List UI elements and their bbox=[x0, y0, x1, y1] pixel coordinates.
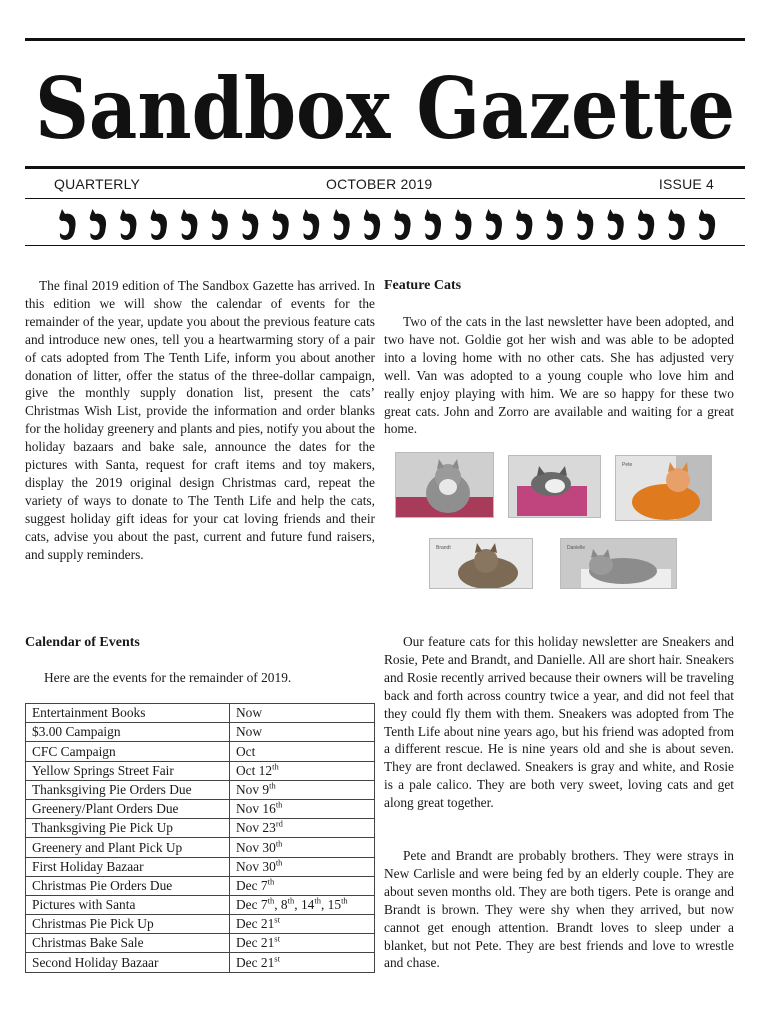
black-cat-silhouette-icon bbox=[486, 209, 502, 240]
calendar-event-name: First Holiday Bazaar bbox=[26, 857, 230, 876]
date-text: Dec 21 bbox=[236, 954, 275, 970]
issue-date: OCTOBER 2019 bbox=[326, 176, 433, 192]
calendar-row bbox=[26, 799, 375, 818]
black-cat-silhouette-icon bbox=[242, 209, 258, 240]
photo-label-brandt: Brandt bbox=[436, 545, 451, 551]
calendar-event-name: Christmas Bake Sale bbox=[26, 934, 230, 953]
calendar-row bbox=[26, 704, 375, 723]
photo-label-pete: Pete bbox=[622, 462, 633, 468]
date-ordinal: st bbox=[274, 953, 280, 964]
calendar-event-date bbox=[230, 819, 375, 838]
issue-frequency: QUARTERLY bbox=[54, 176, 141, 192]
calendar-table bbox=[25, 703, 375, 973]
date-text: Nov 9 bbox=[236, 781, 270, 797]
calendar-event-name: CFC Campaign bbox=[26, 742, 230, 761]
date-text: Now bbox=[236, 705, 263, 721]
date-text: Nov 23 bbox=[236, 820, 276, 836]
strip-rule bbox=[25, 245, 745, 246]
issue-info-row bbox=[54, 176, 714, 196]
black-cat-silhouette-icon bbox=[699, 209, 715, 240]
date-ordinal: th bbox=[275, 799, 283, 810]
date-text: Dec 7 bbox=[236, 897, 268, 913]
date-ordinal: th bbox=[341, 895, 348, 906]
calendar-event-date bbox=[230, 799, 375, 818]
date-ordinal: th bbox=[269, 780, 276, 791]
calendar-row bbox=[26, 780, 375, 799]
calendar-event-date bbox=[230, 723, 375, 742]
black-cat-silhouette-icon bbox=[425, 209, 441, 240]
calendar-row bbox=[26, 723, 375, 742]
masthead-title: Sandbox Gazette bbox=[35, 59, 735, 158]
intro-paragraph: The final 2019 edition of The Sandbox Gazette has arrived. In this edition we will show the calendar of events for the remainder of the year, update you about the previous feature cats and introduce new ones, tell you a heartwarming story of a pair of cats adopted from The Tenth Life, inform you about another donation of litter, offer the status of the three-dollar campaign, give the monthly supply donation list, present the cats’ Christmas Wish List, provide the information and order blanks for the holiday greenery and plants and pies, notify you about the holiday bazaars and bake sale, announce the dates for the pictures with Santa, request for craft items and toy makers, display the 2019 original design Christmas card, repeat the variety of ways to donate to The Tenth Life and help the cats, suggest holiday gift ideas for your cat loving friends and their cats, advise you about the past, current and future fund raisers, and supply reminders. bbox=[25, 278, 375, 562]
cat-photo-danielle bbox=[560, 538, 677, 589]
masthead-rule-bottom bbox=[25, 166, 745, 169]
calendar-event-name: Christmas Pie Orders Due bbox=[26, 876, 230, 895]
calendar-event-date bbox=[230, 704, 375, 723]
date-ordinal: th bbox=[272, 761, 279, 772]
feature-cats-heading: Feature Cats bbox=[384, 278, 462, 293]
date-text: Now bbox=[236, 724, 263, 740]
date-text: , 15 bbox=[320, 897, 342, 913]
calendar-row bbox=[26, 838, 375, 857]
calendar-row bbox=[26, 895, 375, 914]
date-ordinal: th bbox=[287, 895, 295, 906]
feature-cats-paragraph-1: Our feature cats for this holiday newsletter are Sneakers and Rosie, Pete and Brandt, and Danielle. All are short hair. Sneakers and Rosie recently arrived because their owners will be traveling back and forth across country twice a year, and did not feel that they could fly them with them. Sneakers was adopted from The Tenth Life about nine years ago, but his friend was adopted from a different rescue. He is nine years old and she is about seven. They are front declawed. Sneakers is gray and white, and Rosie is a pale calico. They are both very sweet, loving cats and get along great together. bbox=[384, 634, 734, 811]
calendar-event-name: Entertainment Books bbox=[26, 704, 230, 723]
calendar-row bbox=[26, 915, 375, 934]
calendar-row bbox=[26, 934, 375, 953]
issue-number: ISSUE 4 bbox=[658, 176, 714, 192]
date-text: Dec 21 bbox=[236, 916, 275, 932]
calendar-heading: Calendar of Events bbox=[25, 635, 140, 650]
feature-cats-paragraph-2: Pete and Brandt are probably brothers. They were strays in New Carlisle and were being fed by an elderly couple. They are about seven months old. They are both tigers. Pete is orange and Brandt is brown. They were shy when they arrived, but now cannot get enough attention. Brandt loves to sleep under a blanket, but not Pete. They are best friends and love to wrestle and chase. bbox=[384, 848, 734, 971]
date-ordinal: th bbox=[314, 895, 321, 906]
date-ordinal: th bbox=[275, 857, 283, 868]
date-text: Dec 21 bbox=[236, 935, 275, 951]
black-cat-silhouette-icon bbox=[151, 209, 167, 240]
black-cat-silhouette-icon bbox=[668, 209, 684, 240]
black-cat-silhouette-icon bbox=[638, 209, 654, 240]
calendar-event-date bbox=[230, 895, 375, 914]
calendar-event-name: Greenery/Plant Orders Due bbox=[26, 799, 230, 818]
date-ordinal: th bbox=[267, 876, 275, 887]
calendar-event-date bbox=[230, 915, 375, 934]
photo-label-danielle: Danielle bbox=[567, 545, 586, 551]
calendar-event-name: Greenery and Plant Pick Up bbox=[26, 838, 230, 857]
feature-cats-update: Two of the cats in the last newsletter have been adopted, and two have not. Goldie got her wish and was able to be adopted into a loving home with no other cats. She has adjusted very well. Van was adopted to a young couple who love him and really enjoy playing with him. We are so happy for these two great cats. John and Zorro are available and waiting for a great home. bbox=[384, 314, 734, 437]
calendar-event-date bbox=[230, 780, 375, 799]
cat-photo-gray-tabby bbox=[395, 452, 494, 518]
date-text: Nov 30 bbox=[236, 839, 276, 855]
black-cat-silhouette-icon bbox=[577, 209, 593, 240]
black-cat-silhouette-icon bbox=[333, 209, 349, 240]
date-ordinal: rd bbox=[275, 818, 283, 829]
black-cat-silhouette-icon bbox=[90, 209, 106, 240]
cat-photos bbox=[395, 452, 725, 588]
cat-photo-calico bbox=[508, 455, 601, 518]
calendar-event-date bbox=[230, 857, 375, 876]
black-cat-silhouette-icon bbox=[455, 209, 471, 240]
calendar-event-date bbox=[230, 934, 375, 953]
date-ordinal: st bbox=[274, 914, 280, 925]
black-cat-silhouette-icon bbox=[212, 209, 228, 240]
calendar-row bbox=[26, 761, 375, 780]
date-text: Oct 12 bbox=[236, 762, 273, 778]
top-rule bbox=[25, 38, 745, 41]
calendar-event-name: $3.00 Campaign bbox=[26, 723, 230, 742]
black-cat-silhouette-icon bbox=[364, 209, 380, 240]
black-cat-silhouette-icon bbox=[120, 209, 136, 240]
black-cat-silhouette-icon bbox=[516, 209, 532, 240]
black-cat-silhouette-icon bbox=[608, 209, 624, 240]
calendar-event-name: Christmas Pie Pick Up bbox=[26, 915, 230, 934]
date-ordinal: st bbox=[274, 933, 280, 944]
calendar-intro: Here are the events for the remainder of 2019. bbox=[44, 670, 292, 685]
meta-rule bbox=[25, 198, 745, 199]
black-cat-silhouette-icon bbox=[181, 209, 197, 240]
black-cat-silhouette-icon bbox=[273, 209, 289, 240]
calendar-event-name: Second Holiday Bazaar bbox=[26, 953, 230, 972]
calendar-row bbox=[26, 742, 375, 761]
date-text: Nov 30 bbox=[236, 858, 276, 874]
calendar-event-name: Pictures with Santa bbox=[26, 895, 230, 914]
calendar-event-date bbox=[230, 761, 375, 780]
calendar-event-date bbox=[230, 742, 375, 761]
calendar-event-name: Thanksgiving Pie Orders Due bbox=[26, 780, 230, 799]
date-text: Dec 7 bbox=[236, 877, 268, 893]
calendar-row bbox=[26, 819, 375, 838]
calendar-row bbox=[26, 857, 375, 876]
masthead bbox=[25, 48, 745, 166]
cat-photo-brown-tabby bbox=[429, 538, 533, 589]
calendar-row bbox=[26, 876, 375, 895]
date-text: , 14 bbox=[294, 897, 315, 913]
cat-photo-orange-tabby bbox=[615, 455, 712, 521]
date-ordinal: th bbox=[275, 838, 283, 849]
calendar-event-name: Thanksgiving Pie Pick Up bbox=[26, 819, 230, 838]
calendar-event-date bbox=[230, 838, 375, 857]
calendar-event-name: Yellow Springs Street Fair bbox=[26, 761, 230, 780]
date-ordinal: th bbox=[267, 895, 275, 906]
black-cat-silhouette-icon bbox=[303, 209, 319, 240]
calendar-event-date bbox=[230, 953, 375, 972]
date-text: Nov 16 bbox=[236, 801, 276, 817]
calendar-row bbox=[26, 953, 375, 972]
date-text: Oct bbox=[236, 743, 256, 759]
black-cat-silhouette-icon bbox=[59, 209, 75, 240]
calendar-event-date bbox=[230, 876, 375, 895]
date-text: , 8 bbox=[274, 897, 288, 913]
black-cat-silhouette-icon bbox=[547, 209, 563, 240]
black-cat-silhouette-icon bbox=[394, 209, 410, 240]
cat-silhouette-strip bbox=[50, 207, 720, 243]
